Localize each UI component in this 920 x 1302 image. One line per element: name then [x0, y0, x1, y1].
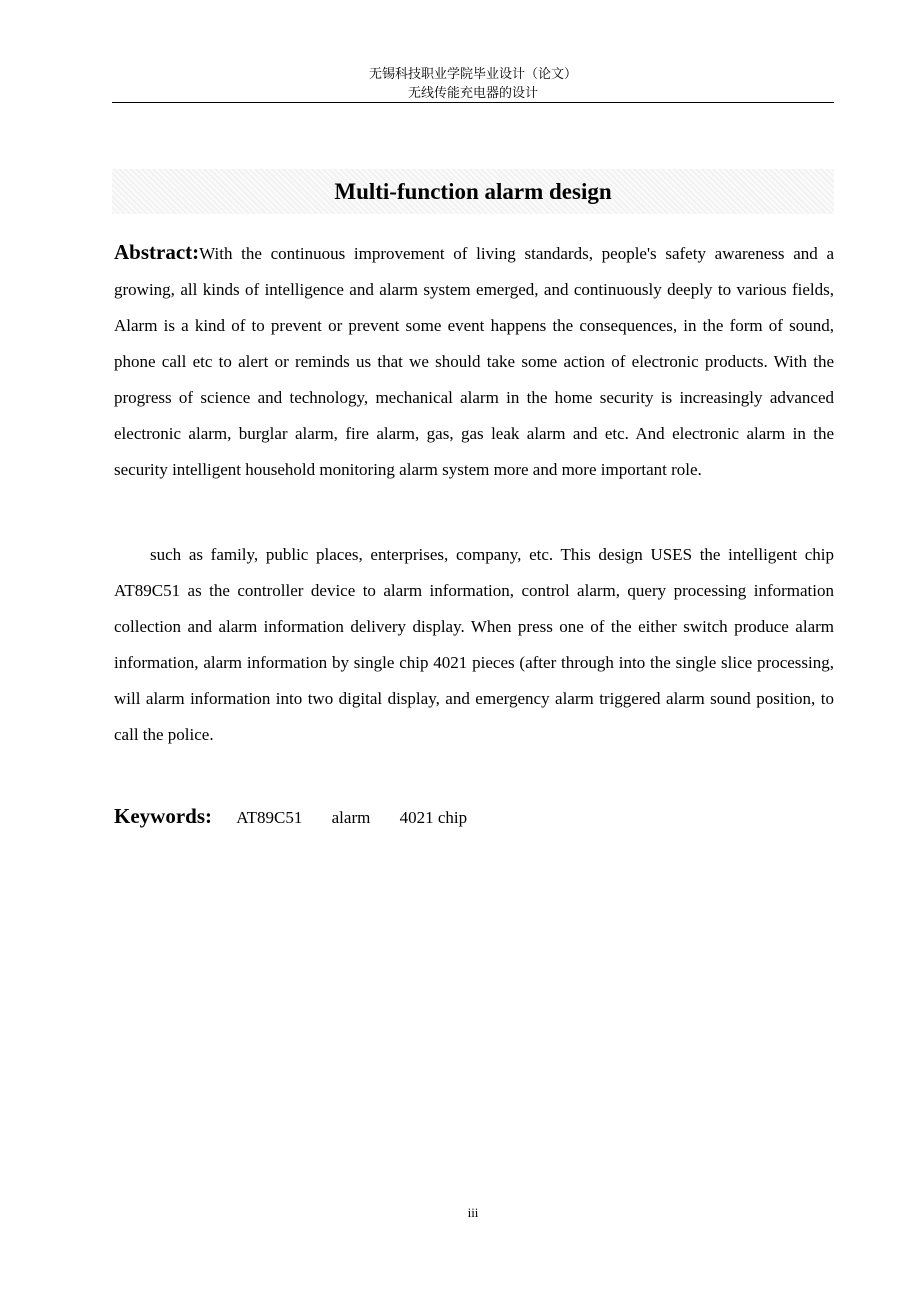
header-thesis-title: 无线传能充电器的设计 [407, 85, 538, 100]
header-school-line: 无锡科技职业学院毕业设计（论文） [368, 66, 577, 81]
abstract-label: Abstract: [114, 240, 200, 264]
keyword-item: AT89C51 [236, 808, 303, 827]
page-title: Multi-function alarm design [334, 179, 612, 204]
keyword-item: 4021 chip [399, 808, 468, 827]
keyword-item: alarm [331, 808, 371, 827]
header-divider [112, 102, 834, 103]
abstract-lead-text: With the continuous improvement of living standards, people's safety awareness and a growing, all kinds of intelligence and alarm system emerged, and continuously deeply to various fields, Alarm is a kind of to prevent or prevent some event happens the consequences, in the form of sound, phone call etc to alert or reminds us that we should take some action of electronic products. With the progress of science and technology, mechanical alarm in the home security is increasingly advanced electronic alarm, burglar alarm, fire alarm, gas, gas leak alarm and etc. And electronic alarm in the security intelligent household monitoring alarm system more and more important role. [114, 244, 834, 479]
keywords-label: Keywords: [114, 804, 212, 828]
keywords-line [114, 798, 834, 836]
abstract-paragraph-2: such as family, public places, enterprises, company, etc. This design USES the intelligent chip AT89C51 as the controller device to alarm information, control alarm, query processing information collection and alarm information delivery display. When press one of the either switch produce alarm information, alarm information by single chip 4021 pieces (after through into the single slice processing, will alarm information into two digital display, and emergency alarm triggered alarm sound position, to call the police. [114, 545, 834, 744]
page-number: iii [467, 1205, 479, 1220]
abstract-paragraph-1 [114, 234, 834, 488]
running-header [112, 64, 834, 102]
